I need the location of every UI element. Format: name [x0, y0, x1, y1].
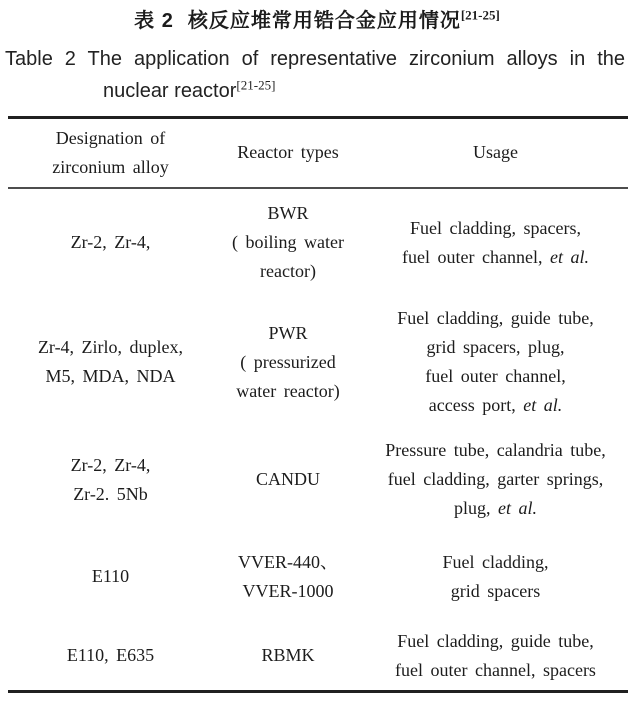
cell-reactor-type: VVER-440、 VVER-1000: [238, 551, 338, 601]
table-title-chinese-text: 核反应堆常用锆合金应用情况: [187, 10, 461, 32]
table-title-english-line2: [103, 76, 625, 106]
column-header-reactor: Reactor types: [213, 118, 363, 188]
table-row-pwr: [8, 297, 628, 428]
citation-superscript-chinese: [21-25]: [460, 7, 500, 23]
table-title-english: [0, 44, 634, 106]
table-number-chinese: 表 2: [134, 10, 174, 32]
cell-reactor-type: RBMK: [213, 622, 363, 692]
table-header: [8, 118, 628, 188]
cell-usage: Fuel cladding, guide tube, fuel outer channel, spacers: [363, 622, 628, 692]
cell-usage: Fuel cladding, grid spacers: [442, 551, 549, 601]
table-title-english-text-cont: nuclear reactor: [103, 80, 237, 102]
citation-superscript-english: [21-25]: [236, 77, 276, 93]
table-body: [8, 188, 628, 692]
cell-alloy: E110, E635: [8, 622, 213, 692]
cell-alloy: Zr-2, Zr-4, Zr-2. 5Nb: [70, 454, 151, 504]
zirconium-alloys-table: [8, 116, 628, 693]
table-title-chinese: [0, 6, 634, 36]
table-title-english-text: The application of representative zirconium alloys in the: [87, 48, 625, 70]
column-header-alloy: Designation of zirconium alloy: [8, 118, 213, 188]
cell-reactor-type: CANDU: [255, 469, 320, 489]
table-number-english: Table 2: [5, 48, 76, 70]
table-row-rbmk: [8, 622, 628, 692]
cell-alloy: Zr-2, Zr-4,: [70, 232, 151, 252]
table-row-vver: [8, 532, 628, 622]
table-row-bwr: [8, 188, 628, 297]
table-row-candu: [8, 428, 628, 532]
cell-usage: Pressure tube, calandria tube, fuel cladding, garter springs, plug, et al.: [385, 440, 606, 518]
cell-reactor-type: BWR ( boiling water reactor): [232, 203, 344, 281]
column-header-usage: Usage: [363, 118, 628, 188]
cell-alloy: E110: [91, 566, 130, 586]
cell-usage: Fuel cladding, guide tube, grid spacers, plug, fuel outer channel, access port, et al.: [397, 308, 594, 415]
cell-alloy: Zr-4, Zirlo, duplex, M5, MDA, NDA: [37, 337, 184, 386]
header-row: [8, 118, 628, 188]
table-title-english-line1: [5, 44, 625, 74]
cell-reactor-type: PWR ( pressurized water reactor): [236, 322, 340, 401]
cell-usage: Fuel cladding, spacers, fuel outer channel, et al.: [402, 217, 589, 267]
